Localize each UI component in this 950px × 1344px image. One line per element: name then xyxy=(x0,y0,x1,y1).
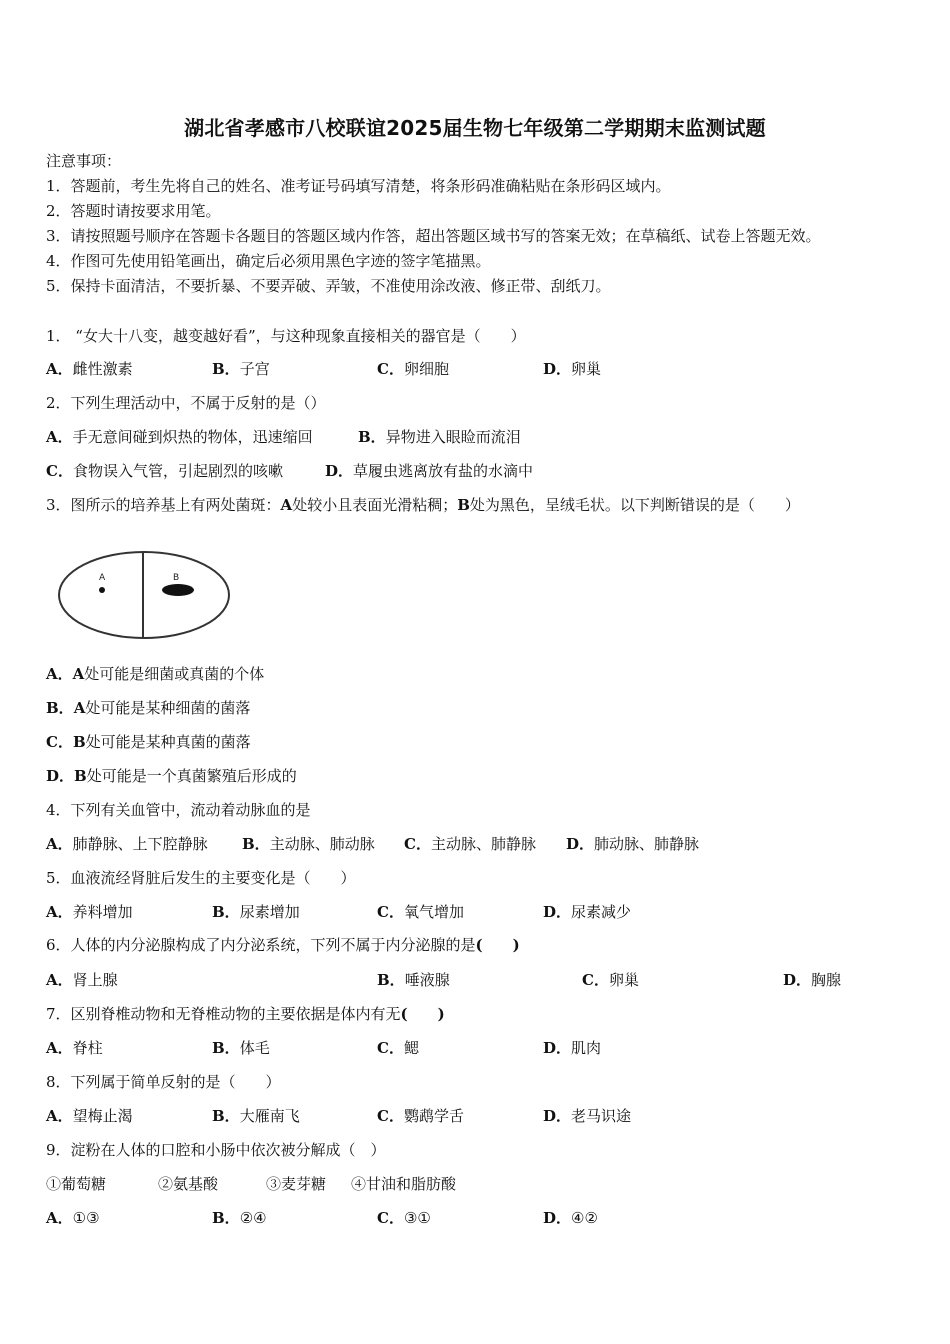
q1-option-d[interactable]: D．卵巢 xyxy=(543,360,602,378)
q2-option-b[interactable]: B．异物进入眼睑而流泪 xyxy=(358,428,521,446)
q4-option-c[interactable]: C．主动脉、肺静脉 xyxy=(404,835,536,853)
q7-option-c[interactable]: C．鳃 xyxy=(377,1039,419,1057)
question-6-stem: 6．人体的内分泌腺构成了内分泌系统，下列不属于内分泌腺的是( ) xyxy=(46,936,520,954)
q6-option-a[interactable]: A．肾上腺 xyxy=(46,971,118,989)
notice-item: 3．请按照题号顺序在答题卡各题目的答题区域内作答，超出答题区域书写的答案无效；在草稿纸、试卷上答题无效。 xyxy=(46,227,821,245)
q9-item: ②氨基酸 xyxy=(158,1175,219,1193)
q5-option-a[interactable]: A．养料增加 xyxy=(46,903,133,921)
q1-option-c[interactable]: C．卵细胞 xyxy=(377,360,449,378)
q5-option-d[interactable]: D．尿素减少 xyxy=(543,903,632,921)
q1-option-b[interactable]: B．子宫 xyxy=(212,360,270,378)
q9-option-b[interactable]: B．②④ xyxy=(212,1209,267,1227)
q9-item: ③麦芽糖 xyxy=(266,1175,327,1193)
q7-option-d[interactable]: D．肌肉 xyxy=(543,1039,602,1057)
q8-option-b[interactable]: B．大雁南飞 xyxy=(212,1107,300,1125)
q9-option-c[interactable]: C．③① xyxy=(377,1209,431,1227)
q6-option-b[interactable]: B．唾液腺 xyxy=(377,971,450,989)
q2-option-a[interactable]: A．手无意间碰到炽热的物体，迅速缩回 xyxy=(46,428,313,446)
q3-option-c[interactable]: C．B处可能是某种真菌的菌落 xyxy=(46,733,251,751)
q1-option-a[interactable]: A．雌性激素 xyxy=(46,360,133,378)
q6-option-d[interactable]: D．胸腺 xyxy=(783,971,842,989)
q8-option-d[interactable]: D．老马识途 xyxy=(543,1107,632,1125)
notice-item: 5．保持卡面清洁，不要折暴、不要弄破、弄皱，不准使用涂改液、修正带、刮纸刀。 xyxy=(46,277,611,295)
q9-option-a[interactable]: A．①③ xyxy=(46,1209,100,1227)
question-5-stem: 5．血液流经肾脏后发生的主要变化是（ ） xyxy=(46,869,356,887)
notice-heading: 注意事项： xyxy=(46,152,122,170)
q9-item: ④甘油和脂肪酸 xyxy=(351,1175,457,1193)
colony-b-label: B xyxy=(173,573,180,583)
q7-option-a[interactable]: A．脊柱 xyxy=(46,1039,103,1057)
question-8-stem: 8．下列属于简单反射的是（ ） xyxy=(46,1073,281,1091)
page-title: 湖北省孝感市八校联谊2025届生物七年级第二学期期末监测试题 xyxy=(184,116,766,140)
question-1-stem: 1． “女大十八变，越变越好看”，与这种现象直接相关的器官是（ ） xyxy=(46,327,526,345)
q3-option-d[interactable]: D．B处可能是一个真菌繁殖后形成的 xyxy=(46,767,297,785)
colony-b-mark xyxy=(162,584,194,596)
q2-option-c[interactable]: C．食物误入气管，引起剧烈的咳嗽 xyxy=(46,462,283,480)
q4-option-b[interactable]: B．主动脉、肺动脉 xyxy=(242,835,375,853)
q8-option-a[interactable]: A．望梅止渴 xyxy=(46,1107,133,1125)
question-2-stem: 2．下列生理活动中，不属于反射的是（） xyxy=(46,394,326,412)
notice-item: 1．答题前，考生先将自己的姓名、准考证号码填写清楚，将条形码准确粘贴在条形码区域内。 xyxy=(46,177,671,195)
question-4-stem: 4．下列有关血管中，流动着动脉血的是 xyxy=(46,801,311,819)
q4-option-d[interactable]: D．肺动脉、肺静脉 xyxy=(566,835,700,853)
q3-option-b[interactable]: B．A处可能是某种细菌的菌落 xyxy=(46,699,251,717)
question-9-stem: 9．淀粉在人体的口腔和小肠中依次被分解成（ ） xyxy=(46,1141,386,1159)
q7-option-b[interactable]: B．体毛 xyxy=(212,1039,270,1057)
colony-a-mark xyxy=(99,587,105,593)
q8-option-c[interactable]: C．鹦鹉学舌 xyxy=(377,1107,464,1125)
question-7-stem: 7．区别脊椎动物和无脊椎动物的主要依据是体内有无( ) xyxy=(46,1005,445,1023)
q9-option-d[interactable]: D．④② xyxy=(543,1209,598,1227)
question-3-stem: 3．图所示的培养基上有两处菌斑：A处较小且表面光滑粘稠；B处为黑色，呈绒毛状。以下判断错误的是（ ） xyxy=(46,496,800,514)
notice-item: 4．作图可先使用铅笔画出，确定后必须用黑色字迹的签字笔描黑。 xyxy=(46,252,491,270)
q5-option-c[interactable]: C．氧气增加 xyxy=(377,903,464,921)
q9-item: ①葡萄糖 xyxy=(46,1175,107,1193)
q6-option-c[interactable]: C．卵巢 xyxy=(582,971,639,989)
q5-option-b[interactable]: B．尿素增加 xyxy=(212,903,300,921)
q4-option-a[interactable]: A．肺静脉、上下腔静脉 xyxy=(46,835,208,853)
q3-option-a[interactable]: A．A处可能是细菌或真菌的个体 xyxy=(46,665,265,683)
q2-option-d[interactable]: D．草履虫逃离放有盐的水滴中 xyxy=(325,462,534,480)
notice-item: 2．答题时请按要求用笔。 xyxy=(46,202,221,220)
colony-a-label: A xyxy=(99,573,106,583)
petri-dish-figure xyxy=(56,548,232,642)
